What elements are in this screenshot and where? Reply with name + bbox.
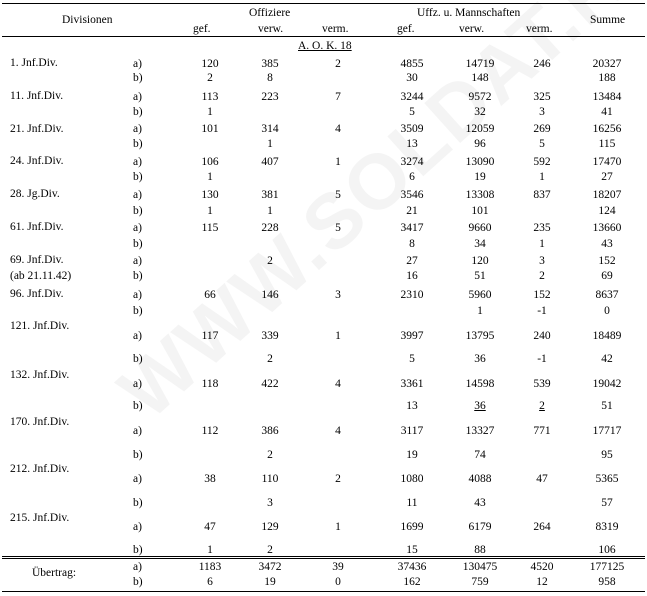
table-cell: 113: [201, 91, 219, 103]
table-cell: 6179: [468, 521, 492, 533]
table-cell: 13090: [465, 156, 495, 168]
table-cell: 314: [261, 123, 279, 135]
table-cell: 51: [474, 270, 486, 282]
table-cell: 16256: [592, 123, 622, 135]
table-cell: 27: [601, 171, 613, 183]
table-cell: [512, 497, 572, 510]
table-cell: 7: [335, 91, 341, 103]
table-cell: 339: [261, 330, 279, 342]
table-cell: [308, 238, 368, 251]
table-cell: 8: [409, 238, 415, 250]
table-cell: 2: [267, 449, 273, 461]
table-cell: [180, 238, 240, 251]
table-cell: 8637: [595, 289, 619, 301]
row-key: b): [133, 576, 143, 588]
header-offiziere: Offiziere: [249, 7, 291, 19]
table-cell: [308, 72, 368, 85]
table-cell: 3: [539, 106, 545, 118]
row-key: a): [133, 473, 142, 485]
header-bottom-border: [2, 36, 645, 37]
table-cell: 36: [474, 400, 486, 412]
table-cell: 88: [474, 544, 486, 556]
table-cell: 2: [539, 400, 545, 412]
table-cell: 3417: [400, 222, 424, 234]
table-cell: 32: [474, 106, 486, 118]
table-cell: 2: [267, 544, 273, 556]
table-cell: [308, 353, 368, 366]
table-cell: [308, 255, 368, 268]
table-cell: 96: [474, 138, 486, 150]
table-cell: 188: [598, 72, 616, 84]
table-cell: 117: [201, 330, 219, 342]
table-cell: 14719: [465, 58, 495, 70]
table-cell: 42: [601, 353, 613, 365]
table-cell: 539: [533, 378, 551, 390]
table-cell: 228: [261, 222, 279, 234]
table-row: [0, 123, 647, 136]
row-key: a): [133, 222, 142, 234]
table-row: [0, 400, 647, 413]
row-key: b): [133, 270, 143, 282]
table-bottom-border: [2, 591, 645, 592]
table-cell: 1699: [400, 521, 424, 533]
table-row: [0, 138, 647, 151]
table-cell: 269: [533, 123, 551, 135]
table-cell: 18489: [592, 330, 622, 342]
table-row: [0, 378, 647, 391]
header-offiziere-gef: gef.: [193, 23, 211, 35]
division-name: 24. Jnf.Div.: [10, 155, 64, 167]
total-label: Übertrag:: [32, 567, 77, 579]
table-cell: 4: [335, 123, 341, 135]
table-row: [0, 238, 647, 251]
table-cell: 9660: [468, 222, 492, 234]
table-cell: 1: [207, 171, 213, 183]
table-cell: 146: [261, 289, 279, 301]
total-cell: 6: [207, 576, 213, 588]
table-cell: 38: [204, 473, 216, 485]
row-key: a): [133, 378, 142, 390]
division-name: 1. Jnf.Div.: [10, 57, 58, 69]
table-cell: 2: [539, 270, 545, 282]
table-cell: 5: [409, 106, 415, 118]
table-cell: 240: [533, 330, 551, 342]
row-key: a): [133, 58, 142, 70]
division-name: 215. Jnf.Div.: [10, 512, 70, 524]
table-row: [0, 255, 647, 268]
table-cell: 106: [201, 156, 219, 168]
table-cell: [308, 205, 368, 218]
division-name: 11. Jnf.Div.: [10, 90, 64, 102]
table-cell: 19: [406, 449, 418, 461]
table-cell: 264: [533, 521, 551, 533]
table-row: [0, 171, 647, 184]
table-cell: 47: [536, 473, 548, 485]
table-cell: 2: [335, 473, 341, 485]
table-row: [0, 305, 647, 318]
division-name: 96. Jnf.Div.: [10, 288, 64, 300]
table-cell: 17717: [592, 425, 622, 437]
table-row: [0, 289, 647, 302]
table-cell: 407: [261, 156, 279, 168]
table-cell: 5: [335, 189, 341, 201]
table-cell: 385: [261, 58, 279, 70]
table-cell: [180, 138, 240, 151]
header-summe: Summe: [590, 14, 626, 26]
table-cell: 1: [267, 205, 273, 217]
row-key: a): [133, 521, 142, 533]
table-cell: 43: [474, 497, 486, 509]
total-cell: 39: [332, 561, 344, 573]
table-cell: 34: [474, 238, 486, 250]
table-cell: 4088: [468, 473, 492, 485]
total-row: [0, 561, 647, 574]
table-row: [0, 521, 647, 534]
table-row: [0, 353, 647, 366]
table-cell: -1: [537, 353, 547, 365]
table-cell: 1: [207, 544, 213, 556]
table-cell: [308, 270, 368, 283]
table-cell: 115: [598, 138, 616, 150]
table-cell: 101: [201, 123, 219, 135]
table-cell: [308, 138, 368, 151]
table-cell: 13484: [592, 91, 622, 103]
table-cell: 1: [539, 171, 545, 183]
table-cell: 3244: [400, 91, 424, 103]
table-cell: [240, 305, 300, 318]
table-cell: [308, 305, 368, 318]
table-cell: [180, 449, 240, 462]
row-key: b): [133, 205, 143, 217]
table-cell: 5: [335, 222, 341, 234]
table-cell: [180, 270, 240, 283]
table-cell: 771: [533, 425, 551, 437]
table-cell: 148: [471, 72, 489, 84]
table-cell: [180, 497, 240, 510]
table-cell: 1: [539, 238, 545, 250]
table-cell: 17470: [592, 156, 622, 168]
division-name-note: (ab 21.11.42): [10, 270, 72, 282]
table-row: [0, 205, 647, 218]
table-cell: 2: [207, 72, 213, 84]
table-cell: 115: [201, 222, 219, 234]
table-cell: 13795: [465, 330, 495, 342]
table-cell: 43: [601, 238, 613, 250]
total-cell: 37436: [397, 561, 427, 573]
division-name: 69. Jnf.Div.: [10, 254, 64, 266]
table-cell: 3361: [400, 378, 424, 390]
table-cell: 19042: [592, 378, 622, 390]
table-cell: 30: [406, 72, 418, 84]
row-key: b): [133, 449, 143, 461]
table-cell: 5960: [468, 289, 492, 301]
table-cell: -1: [537, 305, 547, 317]
table-cell: 8: [267, 72, 273, 84]
table-row: [0, 72, 647, 85]
table-cell: 12059: [465, 123, 495, 135]
table-cell: 19: [474, 171, 486, 183]
table-cell: 41: [601, 106, 613, 118]
table-cell: 246: [533, 58, 551, 70]
table-cell: 3546: [400, 189, 424, 201]
row-key: b): [133, 138, 143, 150]
table-cell: [180, 255, 240, 268]
row-key: b): [133, 171, 143, 183]
total-cell: 958: [598, 576, 616, 588]
table-cell: 2: [335, 58, 341, 70]
table-cell: 74: [474, 449, 486, 461]
total-cell: 0: [335, 576, 341, 588]
division-name: 121. Jnf.Div.: [10, 320, 70, 332]
table-top-border: [2, 3, 645, 4]
table-cell: 13327: [465, 425, 495, 437]
header-offiziere-verw: verw.: [258, 23, 284, 35]
table-cell: 381: [261, 189, 279, 201]
table-cell: 3: [335, 289, 341, 301]
table-row: [0, 497, 647, 510]
table-cell: [240, 270, 300, 283]
table-cell: 1080: [400, 473, 424, 485]
table-cell: 66: [204, 289, 216, 301]
table-cell: [240, 238, 300, 251]
table-cell: 124: [598, 205, 616, 217]
total-cell: 19: [264, 576, 276, 588]
table-cell: 152: [598, 255, 616, 267]
table-cell: 386: [261, 425, 279, 437]
row-key: a): [133, 425, 142, 437]
table-cell: 51: [601, 400, 613, 412]
division-name: 61. Jnf.Div.: [10, 221, 64, 233]
row-key: b): [133, 305, 143, 317]
header-uffz-verw: verw.: [459, 23, 485, 35]
row-key: b): [133, 497, 143, 509]
table-row: [0, 156, 647, 169]
table-row: [0, 330, 647, 343]
table-cell: [180, 353, 240, 366]
table-cell: 57: [601, 497, 613, 509]
table-cell: 13: [406, 400, 418, 412]
table-cell: [308, 497, 368, 510]
row-key: a): [133, 189, 142, 201]
row-key: a): [133, 91, 142, 103]
table-cell: [512, 205, 572, 218]
header-uffz-gef: gef.: [397, 23, 415, 35]
table-cell: 106: [598, 544, 616, 556]
table-cell: 5: [539, 138, 545, 150]
table-cell: 110: [261, 473, 279, 485]
table-cell: 1: [207, 205, 213, 217]
table-cell: 4: [335, 378, 341, 390]
table-cell: 235: [533, 222, 551, 234]
table-cell: 18207: [592, 189, 622, 201]
table-row: [0, 189, 647, 202]
table-cell: 223: [261, 91, 279, 103]
table-cell: 11: [406, 497, 418, 509]
table-cell: 1: [335, 156, 341, 168]
table-cell: 592: [533, 156, 551, 168]
row-key: b): [133, 400, 143, 412]
table-cell: 837: [533, 189, 551, 201]
section-title: A. O. K. 18: [298, 40, 352, 52]
table-cell: 1: [335, 330, 341, 342]
total-separator-bottom: [2, 558, 645, 559]
total-row: [0, 576, 647, 589]
total-cell: 4520: [530, 561, 554, 573]
table-cell: 3509: [400, 123, 424, 135]
total-cell: 130475: [462, 561, 498, 573]
division-name: 212. Jnf.Div.: [10, 463, 70, 475]
table-cell: [308, 449, 368, 462]
table-cell: 129: [261, 521, 279, 533]
row-key: b): [133, 106, 143, 118]
table-row: [0, 106, 647, 119]
division-name: 28. Jg.Div.: [10, 188, 60, 200]
header-offiziere-verm: verm.: [322, 23, 349, 35]
table-cell: 3: [539, 255, 545, 267]
row-key: b): [133, 72, 143, 84]
table-cell: 27: [406, 255, 418, 267]
table-cell: [382, 305, 442, 318]
row-key: a): [133, 123, 142, 135]
table-cell: 3: [267, 497, 273, 509]
table-cell: 36: [474, 353, 486, 365]
table-cell: 69: [601, 270, 613, 282]
table-row: [0, 425, 647, 438]
table-cell: 95: [601, 449, 613, 461]
table-cell: 8319: [595, 521, 619, 533]
total-separator-top: [2, 556, 645, 557]
table-cell: 3997: [400, 330, 424, 342]
table-cell: 1: [477, 305, 483, 317]
table-cell: 5365: [595, 473, 619, 485]
table-cell: 13660: [592, 222, 622, 234]
table-cell: 6: [409, 171, 415, 183]
table-cell: 2: [267, 255, 273, 267]
table-row: [0, 473, 647, 486]
row-key: a): [133, 561, 142, 573]
table-cell: 5: [409, 353, 415, 365]
table-cell: 47: [204, 521, 216, 533]
table-cell: 15: [406, 544, 418, 556]
total-cell: 759: [471, 576, 489, 588]
row-key: b): [133, 238, 143, 250]
table-cell: 0: [604, 305, 610, 317]
table-cell: [512, 449, 572, 462]
table-cell: 16: [406, 270, 418, 282]
division-name: 132. Jnf.Div.: [10, 369, 70, 381]
table-cell: 20327: [592, 58, 622, 70]
table-cell: 120: [201, 58, 219, 70]
division-name: 21. Jnf.Div.: [10, 123, 64, 135]
table-cell: 112: [201, 425, 219, 437]
total-cell: 177125: [589, 561, 625, 573]
header-uffz-verm: verm.: [526, 23, 553, 35]
table-cell: 3274: [400, 156, 424, 168]
table-row: [0, 222, 647, 235]
row-key: b): [133, 544, 143, 556]
table-cell: 130: [201, 189, 219, 201]
table-cell: [240, 106, 300, 119]
table-row: [0, 270, 647, 283]
table-cell: 21: [406, 205, 418, 217]
table-cell: 118: [201, 378, 219, 390]
row-key: a): [133, 156, 142, 168]
table-cell: 325: [533, 91, 551, 103]
table-cell: 3117: [400, 425, 424, 437]
table-cell: [308, 106, 368, 119]
total-cell: 1183: [198, 561, 222, 573]
table-cell: 101: [471, 205, 489, 217]
table-cell: 1: [335, 521, 341, 533]
table-cell: 9572: [468, 91, 492, 103]
table-cell: 4855: [400, 58, 424, 70]
table-cell: 2: [267, 353, 273, 365]
row-key: a): [133, 330, 142, 342]
table-cell: 152: [533, 289, 551, 301]
table-cell: 13: [406, 138, 418, 150]
table-row: [0, 449, 647, 462]
header-divisionen: Divisionen: [62, 14, 113, 26]
table-row: [0, 58, 647, 71]
table-cell: [240, 400, 300, 413]
table-cell: 4: [335, 425, 341, 437]
table-cell: [240, 171, 300, 184]
table-row: [0, 91, 647, 104]
table-cell: 120: [471, 255, 489, 267]
table-cell: [180, 305, 240, 318]
table-cell: 422: [261, 378, 279, 390]
division-name: 170. Jnf.Div.: [10, 416, 70, 428]
table-cell: 13308: [465, 189, 495, 201]
table-cell: [512, 72, 572, 85]
table-cell: [308, 171, 368, 184]
header-uffz-mannschaften: Uffz. u. Mannschaften: [417, 7, 521, 19]
row-key: a): [133, 255, 142, 267]
table-cell: 14598: [465, 378, 495, 390]
row-key: b): [133, 353, 143, 365]
table-cell: 1: [267, 138, 273, 150]
row-key: a): [133, 289, 142, 301]
table-cell: [308, 400, 368, 413]
total-cell: 3472: [258, 561, 282, 573]
table-cell: 1: [207, 106, 213, 118]
table-cell: 2310: [400, 289, 424, 301]
total-cell: 162: [403, 576, 421, 588]
total-cell: 12: [536, 576, 548, 588]
table-cell: [180, 400, 240, 413]
